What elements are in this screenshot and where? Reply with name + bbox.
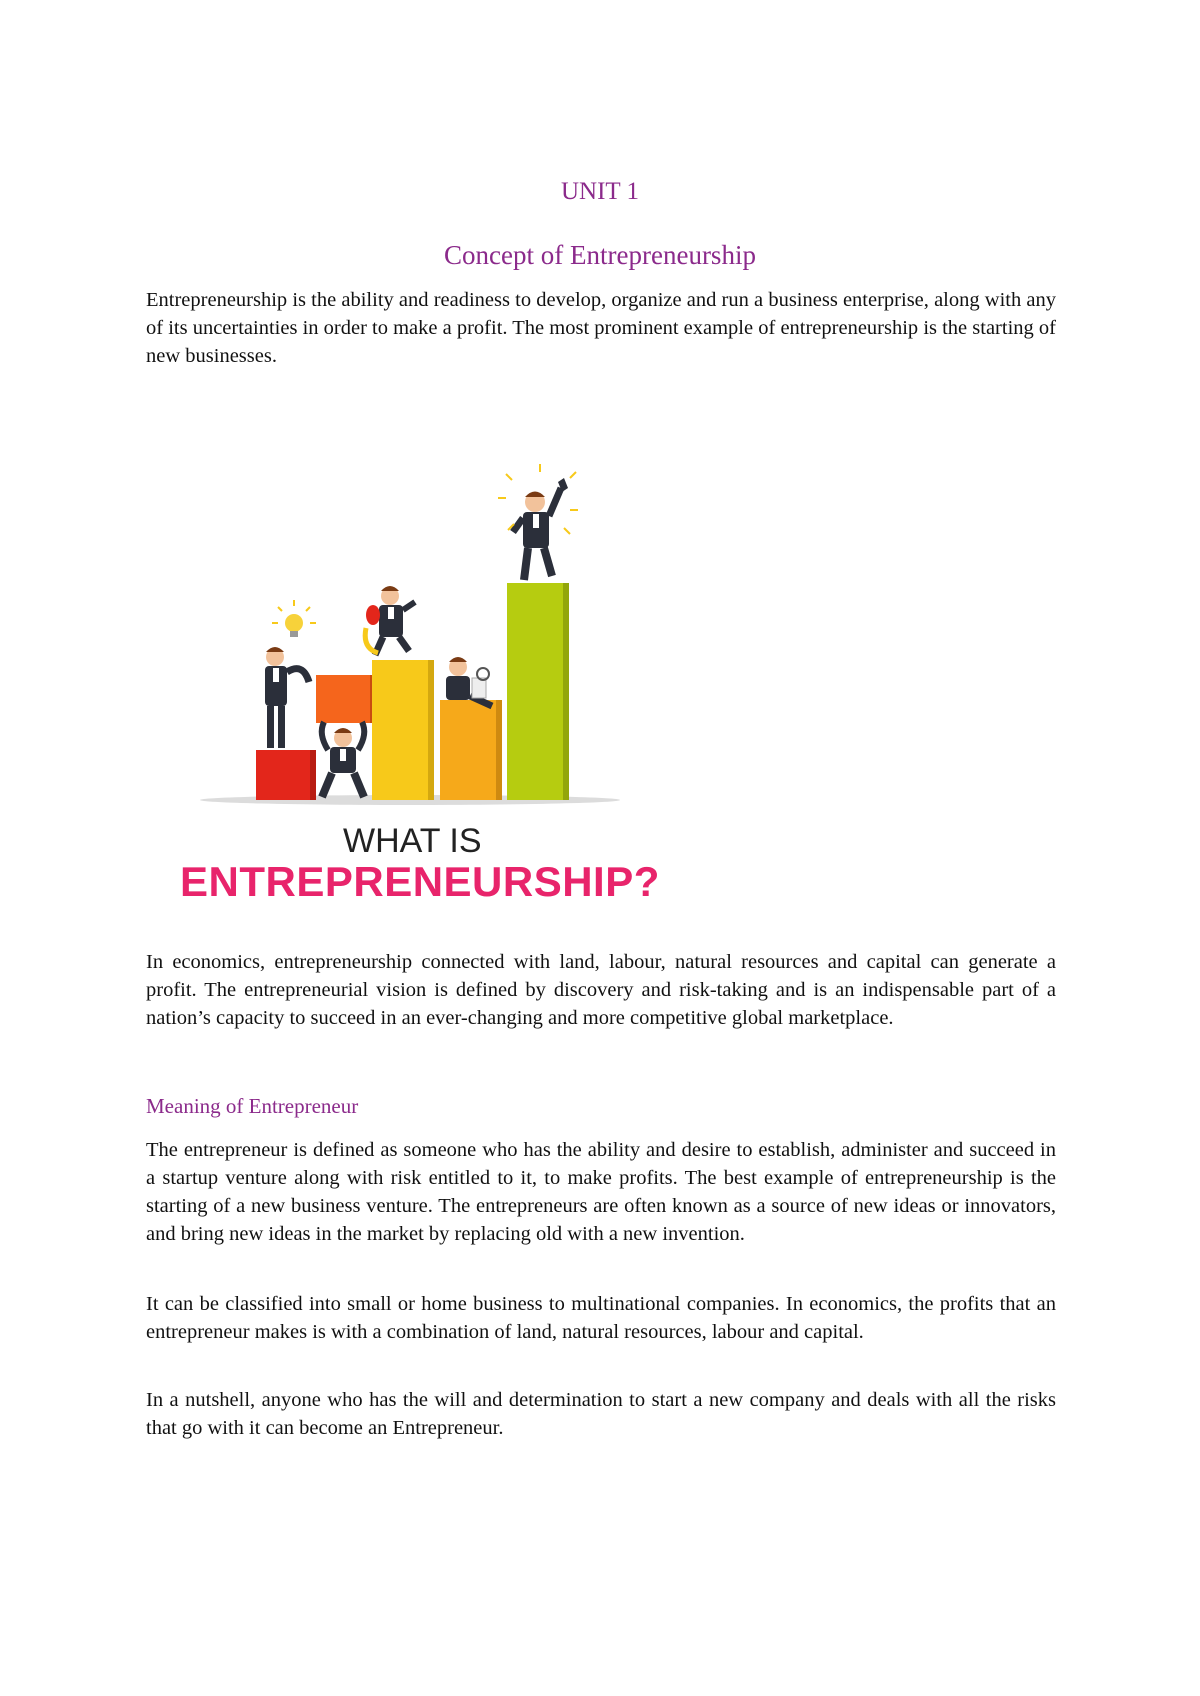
figure-caption-line2: ENTREPRENEURSHIP? xyxy=(180,858,660,905)
businessman-lifting xyxy=(322,722,365,797)
bar-red xyxy=(256,750,310,800)
businessman-thinking xyxy=(265,647,309,748)
page-title: Concept of Entrepreneurship xyxy=(444,240,756,270)
meaning-paragraph-1: The entrepreneur is defined as someone who has the ability and desire to establish, administer and succeed in a startup venture along with risk entitled to it, to make profits. The best example of entrepreneurship is the starting of a new business venture. The entrepreneurs are often known as a source of new ideas or innovators, and bring new ideas in the market by replacing old with a new invention. xyxy=(146,1139,1056,1245)
businessman-analyzing xyxy=(446,657,492,706)
meaning-paragraph-2: It can be classified into small or home business to multinational companies. In economics, the profits that an entrepreneur makes is with a combination of land, natural resources, labour and capital. xyxy=(146,1293,1056,1343)
meaning-paragraph-3: In a nutshell, anyone who has the will and determination to start a new company and deals with all the risks that go with it can become an Entrepreneur. xyxy=(146,1389,1056,1439)
bar-orange xyxy=(316,675,370,723)
lightbulb-icon xyxy=(272,600,316,637)
businessman-celebrating xyxy=(513,478,568,580)
section-heading: Meaning of Entrepreneur xyxy=(146,1094,359,1118)
businessman-jumping xyxy=(365,586,415,655)
figure-caption-line1: WHAT IS xyxy=(343,822,482,860)
bar-amber xyxy=(440,700,496,800)
intro-paragraph: Entrepreneurship is the ability and readiness to develop, organize and run a business enterprise, along with any of its uncertainties in order to make a profit. The most prominent example of entrepreneurship is the starting of new businesses. xyxy=(146,289,1056,367)
bar-yellow xyxy=(372,660,428,800)
unit-title: UNIT 1 xyxy=(560,178,639,205)
bar-green xyxy=(507,583,563,800)
economics-paragraph: In economics, entrepreneurship connected with land, labour, natural resources and capital can generate a profit. The entrepreneurial vision is defined by discovery and risk-taking and is an indispensable part of a nation’s capacity to succeed in an ever-changing and more competitive global marketplace. xyxy=(146,951,1056,1029)
